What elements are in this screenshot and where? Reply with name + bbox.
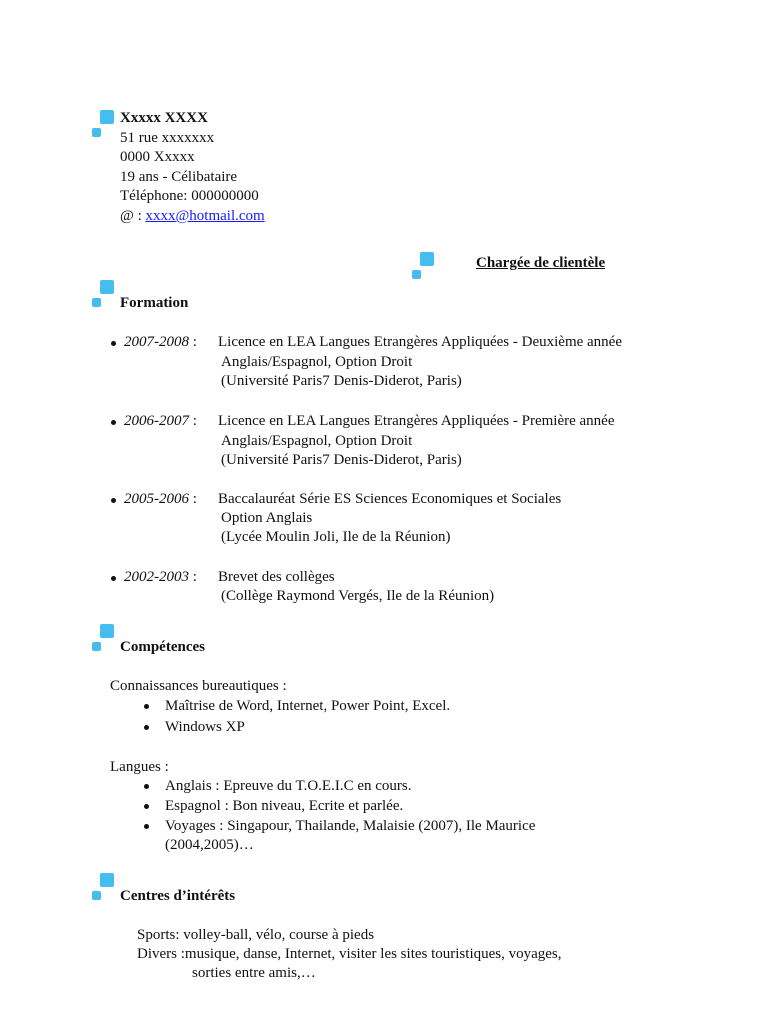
section-title-interests: Centres d’intérêts [120, 888, 236, 904]
section-title-formation: Formation [120, 295, 189, 311]
interests-sports: Sports: volley-ball, vélo, course à pieds [137, 927, 375, 943]
formation-entry-title: Brevet des collèges [218, 569, 335, 585]
email-prefix: @ : [120, 208, 146, 224]
bullet [111, 498, 116, 503]
office-skills-label: Connaissances bureautiques : [110, 678, 287, 694]
languages-label: Langues : [110, 759, 169, 775]
address-line-1: 51 rue xxxxxxx [120, 130, 215, 146]
decorative-square-icon [92, 110, 112, 136]
language-item: Anglais : Epreuve du T.O.E.I.C en cours. [165, 778, 412, 794]
age-status: 19 ans - Célibataire [120, 169, 238, 185]
formation-entry-years: 2006-2007 : [124, 413, 197, 429]
decorative-square-icon [92, 280, 112, 306]
language-item: Espagnol : Bon niveau, Ecrite et parlée. [165, 798, 404, 814]
formation-entry-detail: Anglais/Espagnol, Option Droit [221, 354, 413, 370]
candidate-name: Xxxxx XXXX [120, 110, 208, 126]
bullet [111, 420, 116, 425]
decorative-square-icon [412, 252, 432, 278]
formation-entry-years: 2005-2006 : [124, 491, 197, 507]
bullet [144, 725, 149, 730]
bullet [144, 804, 149, 809]
formation-entry-title: Licence en LEA Langues Etrangères Appliquées - Deuxième année [218, 334, 622, 350]
formation-entry-school: (Université Paris7 Denis-Diderot, Paris) [221, 373, 462, 389]
address-line-2: 0000 Xxxxx [120, 149, 195, 165]
job-title: Chargée de clientèle [476, 255, 606, 271]
phone: Téléphone: 000000000 [120, 188, 259, 204]
bullet [111, 576, 116, 581]
formation-entry-school: (Collège Raymond Vergés, Ile de la Réunion) [221, 588, 495, 604]
bullet [144, 824, 149, 829]
interests-divers-continued: sorties entre amis,… [192, 965, 316, 981]
email-link[interactable]: xxxx@hotmail.com [145, 208, 265, 224]
email-line [120, 207, 265, 226]
formation-entry-detail: Option Anglais [221, 510, 313, 526]
office-skill-item: Windows XP [165, 719, 245, 735]
travel-item-continued: (2004,2005)… [165, 837, 254, 853]
formation-entry-years: 2002-2003 : [124, 569, 197, 585]
formation-entry-detail: Anglais/Espagnol, Option Droit [221, 433, 413, 449]
bullet [144, 704, 149, 709]
formation-entry-years: 2007-2008 : [124, 334, 197, 350]
formation-entry-title: Licence en LEA Langues Etrangères Appliquées - Première année [218, 413, 615, 429]
bullet [111, 341, 116, 346]
formation-entry-school: (Université Paris7 Denis-Diderot, Paris) [221, 452, 462, 468]
formation-entry-school: (Lycée Moulin Joli, Ile de la Réunion) [221, 529, 451, 545]
travel-item: Voyages : Singapour, Thailande, Malaisie (2007), Ile Maurice [165, 818, 536, 834]
section-title-competences: Compétences [120, 639, 205, 655]
bullet [144, 784, 149, 789]
office-skill-item: Maîtrise de Word, Internet, Power Point, Excel. [165, 698, 451, 714]
decorative-square-icon [92, 873, 112, 899]
decorative-square-icon [92, 624, 112, 650]
formation-entry-title: Baccalauréat Série ES Sciences Economiques et Sociales [218, 491, 562, 507]
interests-divers: Divers :musique, danse, Internet, visiter les sites touristiques, voyages, [137, 946, 562, 962]
